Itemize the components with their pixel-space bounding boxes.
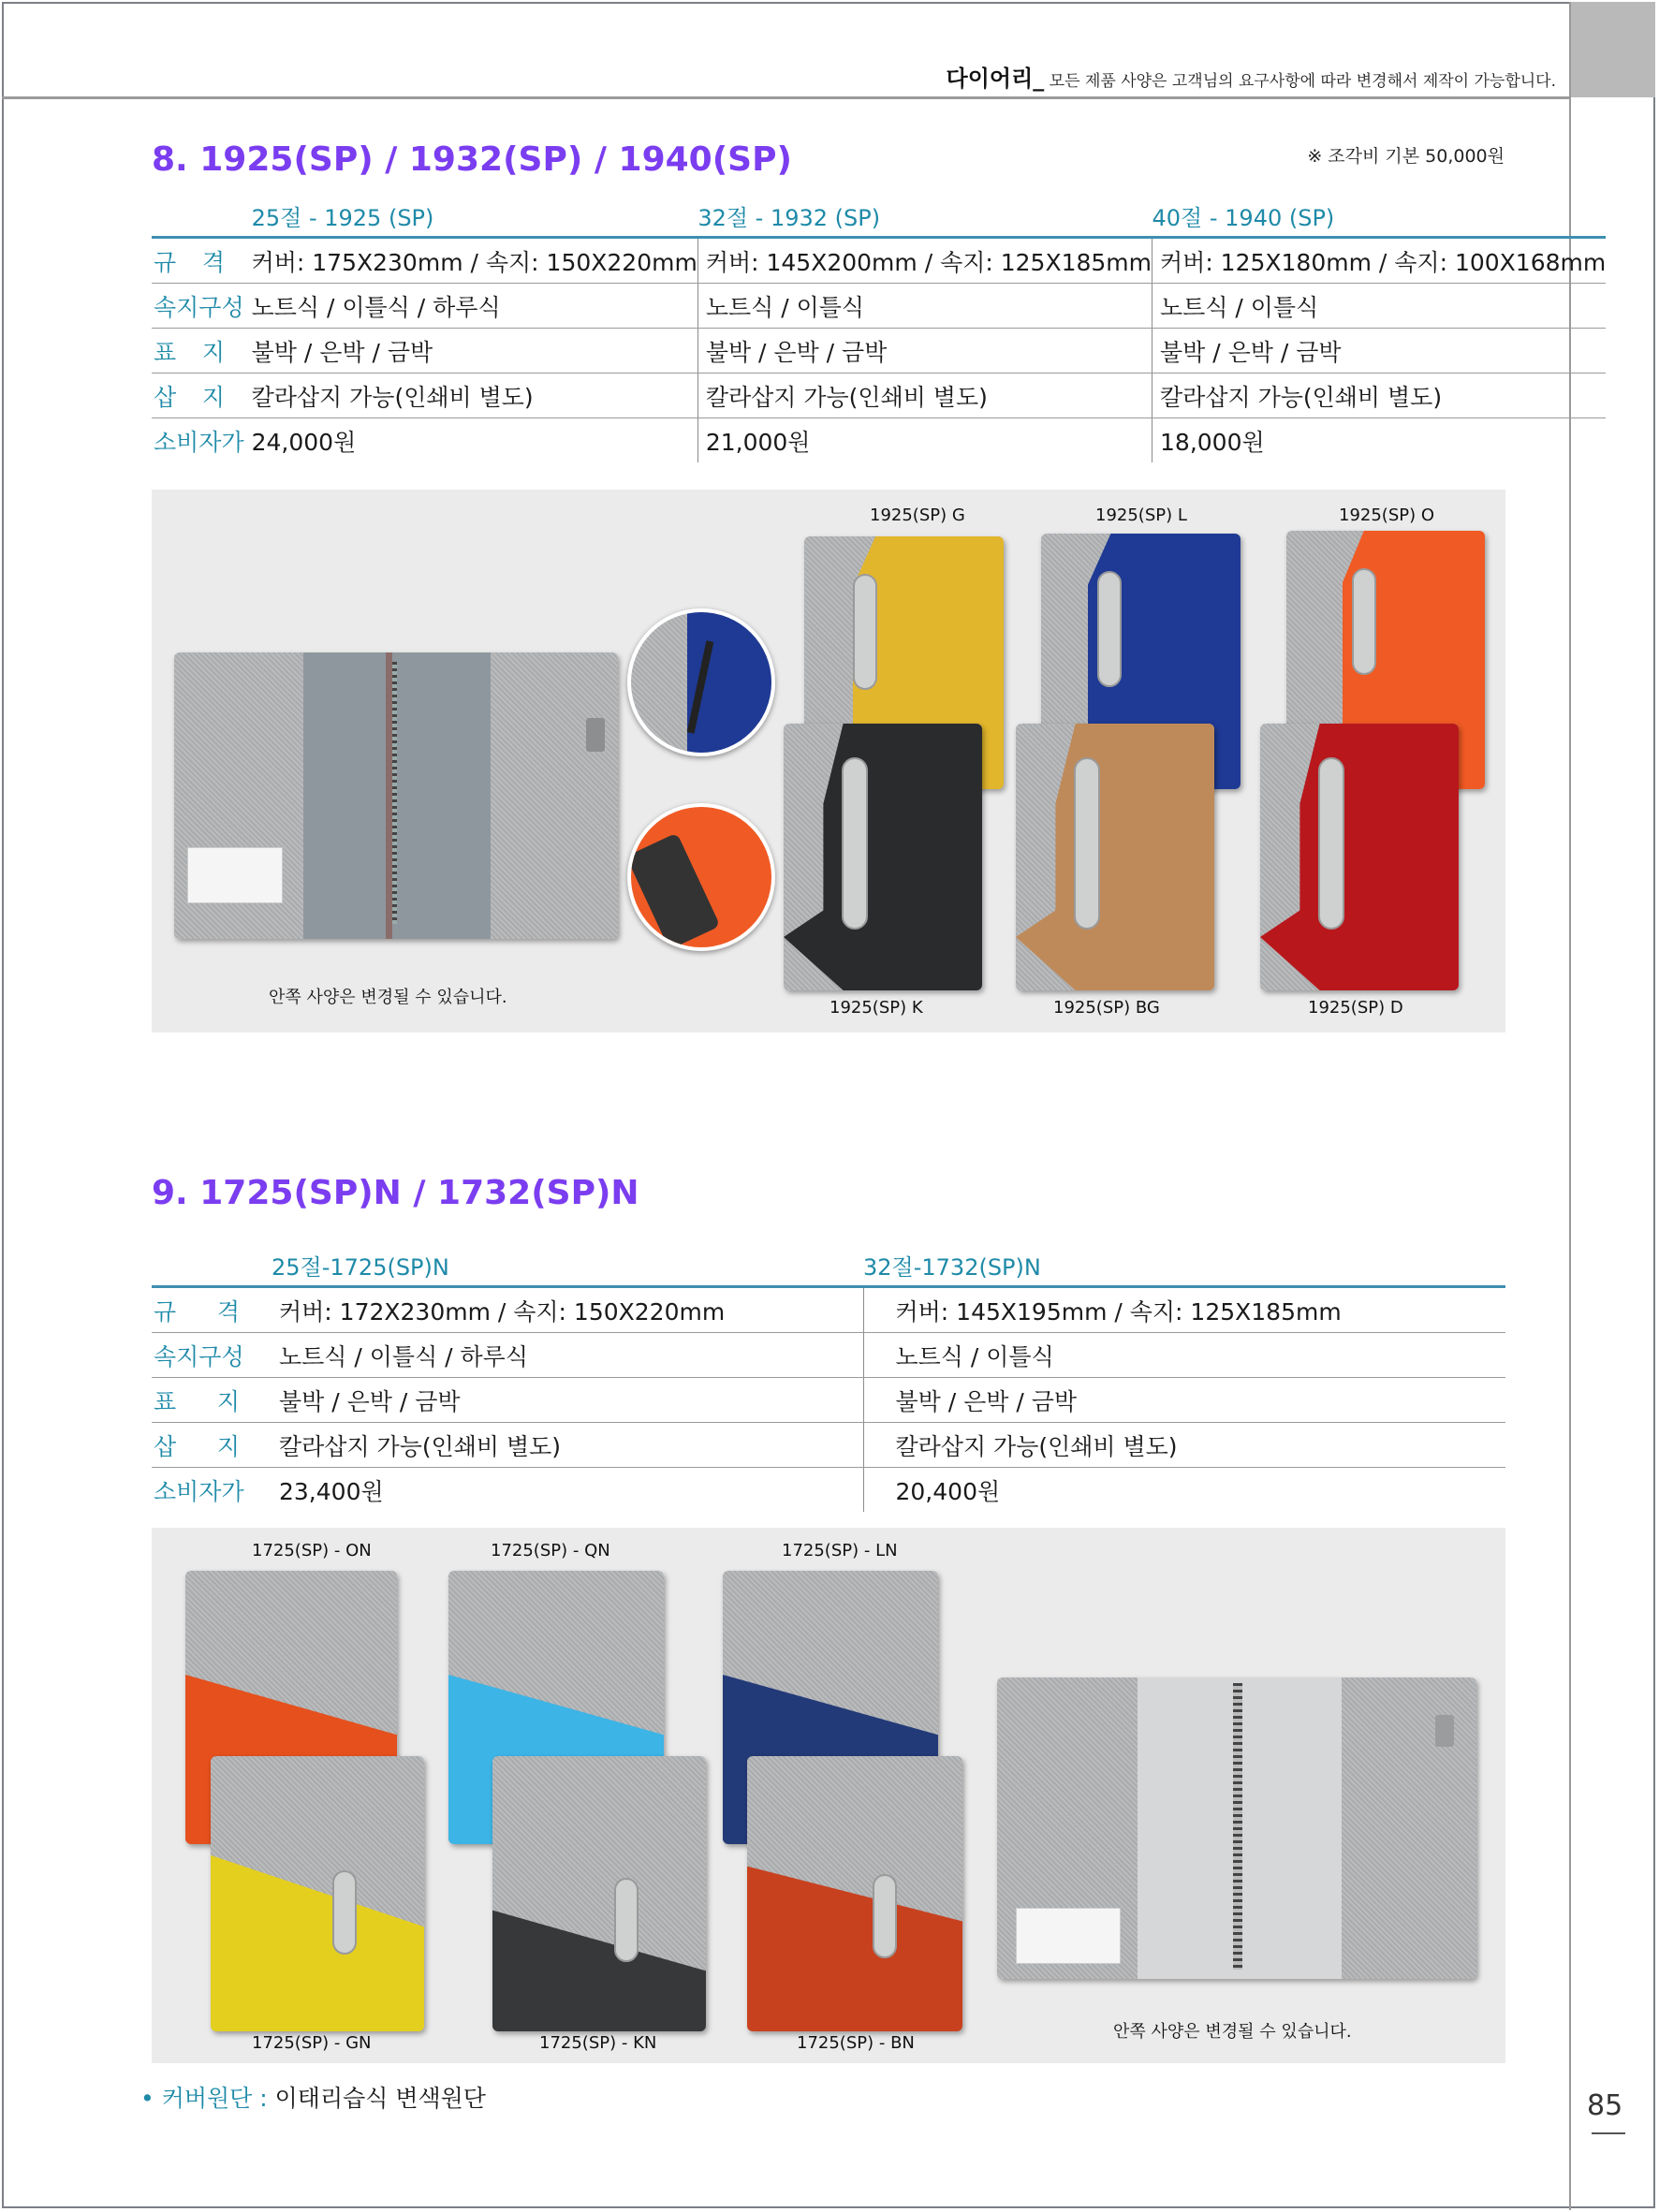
bullet-icon: • — [140, 2085, 162, 2112]
variant-label: 1925(SP) O — [1339, 505, 1435, 525]
notebook-kn-image — [492, 1756, 706, 2031]
pen-detail-image — [627, 608, 775, 756]
open-diary-image — [174, 652, 618, 939]
row-label-composition: 속지구성 — [152, 1333, 272, 1378]
table-cell: 노트식 / 이틀식 — [1152, 284, 1607, 329]
variant-label: 1925(SP) BG — [1053, 998, 1160, 1018]
row-label-price: 소비자가 — [154, 1477, 244, 1505]
row-label-insert: 삽 지 — [154, 383, 225, 411]
table-row — [152, 329, 1606, 374]
table-cell: 24,000원 — [251, 428, 357, 456]
open-diary-image — [997, 1677, 1476, 1979]
table-cell: 18,000원 — [1152, 418, 1607, 463]
table-cell: 불박 / 은박 / 금박 — [1152, 329, 1607, 374]
table-row — [152, 1423, 1505, 1468]
table-row — [152, 1333, 1505, 1378]
table-cell: 칼라삽지 가능(인쇄비 별도) — [863, 1423, 1505, 1468]
variant-label: 1725(SP) - ON — [252, 1541, 372, 1560]
variant-label: 1925(SP) G — [870, 505, 965, 525]
table-cell: 커버: 125X180mm / 속지: 100X168mm — [1152, 238, 1607, 284]
variant-label: 1725(SP) - KN — [539, 2033, 657, 2053]
table-cell: 칼라삽지 가능(인쇄비 별도) — [1152, 374, 1607, 418]
page-number: 85 — [1587, 2089, 1623, 2122]
column-header: 40절 - 1940 (SP) — [1152, 195, 1607, 238]
photo-caption: 안쪽 사양은 변경될 수 있습니다. — [269, 988, 507, 1007]
variant-label: 1725(SP) - BN — [797, 2033, 915, 2053]
notebook-d-image — [1260, 724, 1459, 990]
row-label-spec: 규 격 — [154, 248, 225, 276]
row-label-spec: 규 격 — [154, 1297, 240, 1326]
footnote-label: 커버원단 : — [161, 2085, 268, 2112]
table-header-row — [152, 195, 1606, 238]
notebook-gn-image — [211, 1756, 424, 2031]
variant-label: 1725(SP) - LN — [782, 1541, 898, 1560]
table-row — [152, 418, 1606, 463]
variant-label: 1925(SP) D — [1308, 998, 1403, 1018]
notebook-k-image — [784, 724, 982, 990]
table-row — [152, 1378, 1505, 1423]
section8-spec-table — [152, 195, 1606, 462]
section9-product-photo — [152, 1528, 1505, 2063]
fabric-footnote — [140, 2080, 486, 2114]
table-row — [152, 238, 1606, 284]
header-rule — [2, 96, 1571, 99]
table-cell: 칼라삽지 가능(인쇄비 별도) — [244, 374, 698, 418]
table-cell: 노트식 / 이틀식 / 하루식 — [244, 284, 698, 329]
section9-title: 9. 1725(SP)N / 1732(SP)N — [152, 1174, 639, 1212]
table-cell: 커버: 175X230mm / 속지: 150X220mm — [244, 238, 698, 284]
table-cell: 불박 / 은박 / 금박 — [272, 1378, 863, 1423]
header-category: 다이어리_ — [946, 66, 1045, 92]
table-cell: 20,400원 — [863, 1468, 1505, 1513]
header-notice: 모든 제품 사양은 고객님의 요구사항에 따라 변경해서 제작이 가능합니다. — [1049, 72, 1556, 91]
table-header-row — [152, 1244, 1505, 1287]
table-cell: 노트식 / 이틀식 — [863, 1333, 1505, 1378]
table-row — [152, 284, 1606, 329]
row-label-insert: 삽 지 — [154, 1432, 240, 1460]
section8-title: 8. 1925(SP) / 1932(SP) / 1940(SP) — [152, 140, 792, 179]
table-row — [152, 1287, 1505, 1333]
table-cell: 커버: 172X230mm / 속지: 150X220mm — [272, 1287, 863, 1333]
column-header: 25절-1725(SP)N — [272, 1244, 863, 1287]
table-cell: 노트식 / 이틀식 — [697, 284, 1152, 329]
table-cell: 커버: 145X195mm / 속지: 125X185mm — [863, 1287, 1505, 1333]
phone-detail-image — [627, 803, 775, 951]
row-label-cover: 표 지 — [154, 338, 225, 366]
section8-note: ※ 조각비 기본 50,000원 — [1307, 146, 1505, 167]
table-cell: 불박 / 은박 / 금박 — [244, 329, 698, 374]
table-cell: 칼라삽지 가능(인쇄비 별도) — [697, 374, 1152, 418]
photo-caption: 안쪽 사양은 변경될 수 있습니다. — [1113, 2022, 1352, 2042]
table-cell: 23,400원 — [279, 1477, 384, 1505]
section9-spec-table — [152, 1244, 1505, 1512]
variant-label: 1925(SP) L — [1095, 505, 1187, 525]
footnote-value: 이태리습식 변색원단 — [274, 2085, 486, 2112]
variant-label: 1925(SP) K — [830, 998, 923, 1018]
row-label-composition: 속지구성 — [152, 284, 244, 329]
section8-product-photo — [152, 490, 1505, 1033]
variant-label: 1725(SP) - QN — [491, 1541, 610, 1560]
variant-label: 1725(SP) - GN — [252, 2033, 372, 2053]
corner-tab — [1571, 2, 1655, 97]
row-label-price: 소비자가 — [154, 428, 244, 456]
table-row — [152, 1468, 1505, 1513]
table-cell: 칼라삽지 가능(인쇄비 별도) — [272, 1423, 863, 1468]
column-header: 32절 - 1932 (SP) — [697, 195, 1152, 238]
page-header — [947, 60, 1556, 93]
table-row — [152, 374, 1606, 418]
table-cell: 21,000원 — [697, 418, 1152, 463]
table-cell: 노트식 / 이틀식 / 하루식 — [272, 1333, 863, 1378]
table-cell: 불박 / 은박 / 금박 — [697, 329, 1152, 374]
table-cell: 불박 / 은박 / 금박 — [863, 1378, 1505, 1423]
column-header: 32절-1732(SP)N — [863, 1244, 1505, 1287]
notebook-bg-image — [1016, 724, 1214, 990]
page-number-rule — [1592, 2132, 1625, 2134]
row-label-cover: 표 지 — [154, 1387, 240, 1415]
table-cell: 커버: 145X200mm / 속지: 125X185mm — [697, 238, 1152, 284]
column-header: 25절 - 1925 (SP) — [153, 195, 607, 238]
notebook-bn-image — [747, 1756, 962, 2031]
